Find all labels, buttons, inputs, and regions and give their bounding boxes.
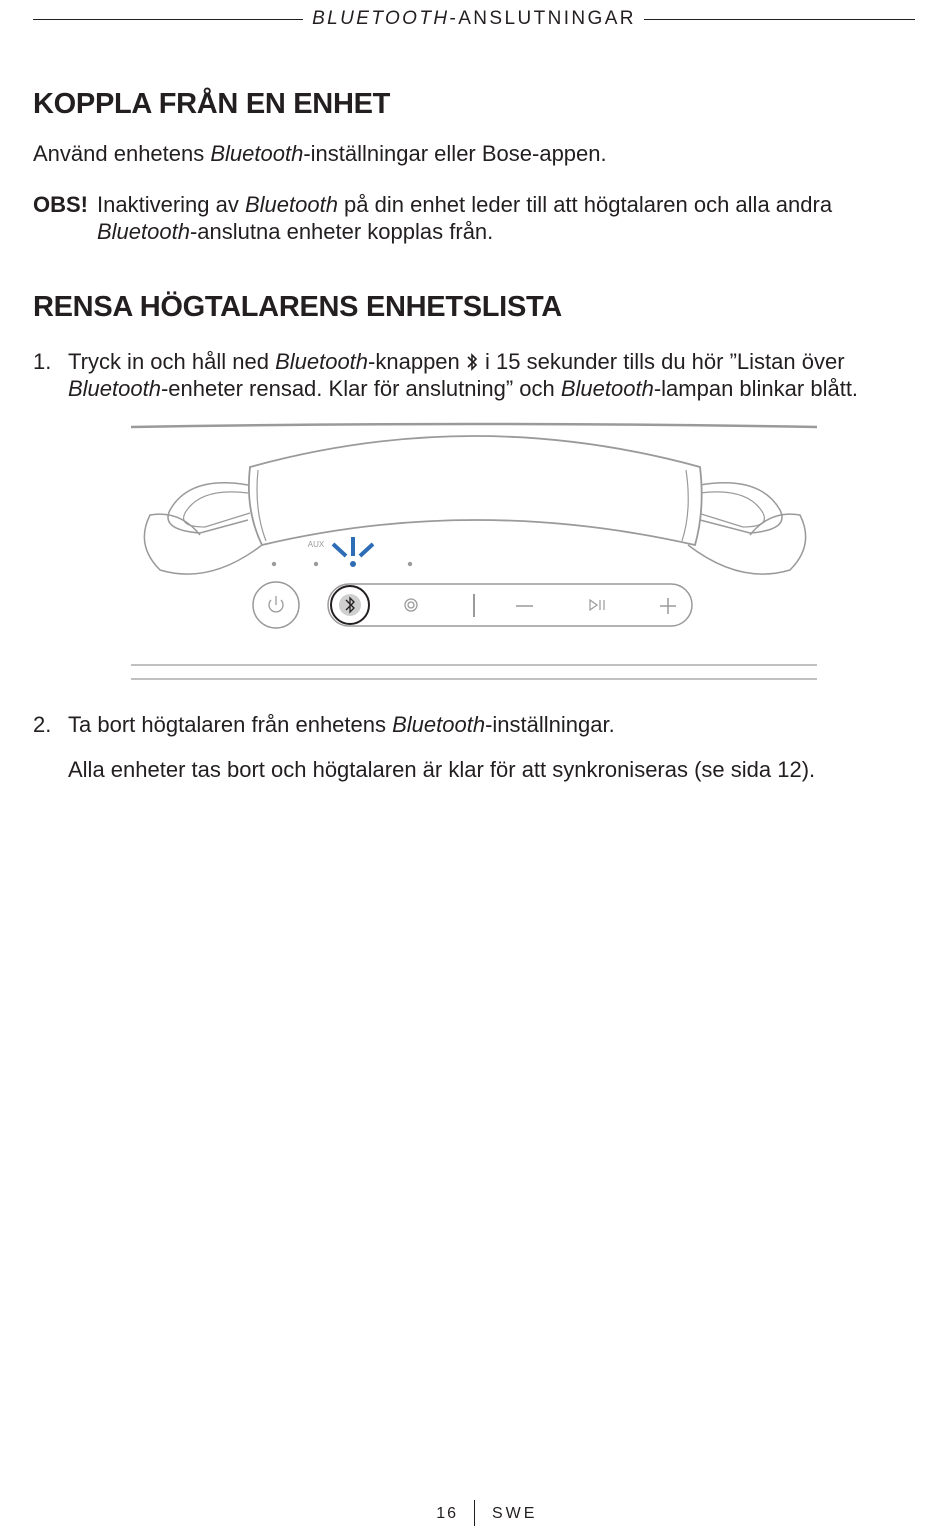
aux-light <box>314 562 318 566</box>
power-light <box>272 562 276 566</box>
header-rule-left <box>33 19 303 20</box>
heading-clear-list: RENSA HÖGTALARENS ENHETSLISTA <box>33 291 562 323</box>
step-2-text: Ta bort högtalaren från enhetens Bluetooth-inställningar. <box>68 712 615 737</box>
heading-disconnect: KOPPLA FRÅN EN ENHET <box>33 88 391 120</box>
battery-light <box>408 562 412 566</box>
button-bar <box>328 584 692 626</box>
section-title: BLUETOOTH-ANSLUTNINGAR <box>312 8 636 29</box>
note-label: OBS! <box>33 192 88 217</box>
speaker-illustration <box>0 415 950 685</box>
step-2-result: Alla enheter tas bort och högtalaren är klar för att synkroniseras (se sida 12). <box>68 757 816 782</box>
step-2-number: 2. <box>33 712 52 737</box>
disconnect-paragraph: Använd enhetens Bluetooth-inställningar eller Bose-appen. <box>33 141 607 166</box>
language-code: SWE <box>492 1505 538 1522</box>
header-rule-right <box>644 19 915 20</box>
aux-label: AUX <box>307 540 325 549</box>
note-text: Inaktivering av Bluetooth på din enhet leder till att högtalaren och alla andra Bluetooth-anslutna enheter kopplas från. <box>97 192 833 244</box>
bluetooth-light-blinking <box>333 537 373 567</box>
page-number: 16 <box>436 1505 458 1522</box>
page-header <box>33 8 915 32</box>
footer-divider <box>474 1500 475 1526</box>
step-1-number: 1. <box>33 349 52 374</box>
page-footer <box>0 1500 950 1530</box>
bluetooth-icon <box>466 352 479 372</box>
step-1-text: Tryck in och håll ned Bluetooth-knappen i 15 sekunder tills du hör ”Listan över Bluetooth-enheter rensad. Klar för anslutning” och Bluetooth-lampan blinkar blått. <box>68 349 859 401</box>
